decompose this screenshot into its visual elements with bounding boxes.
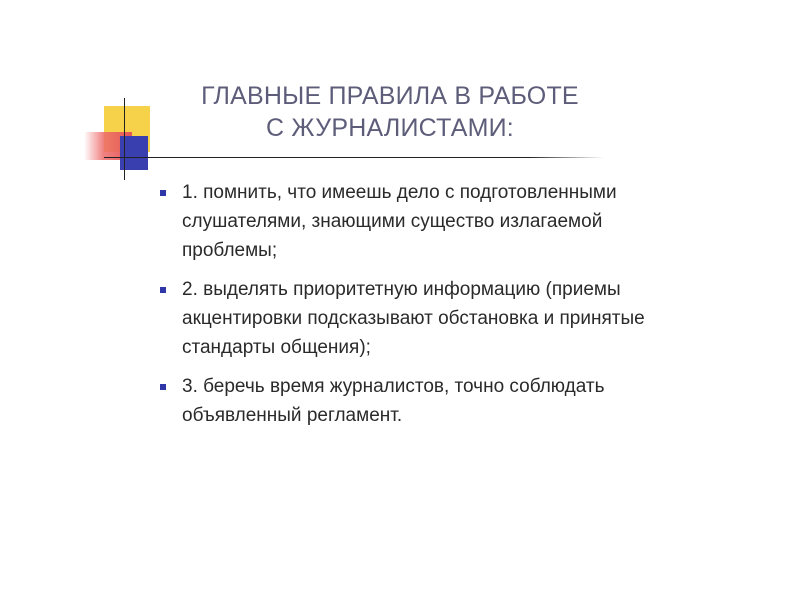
decorative-blocks-ornament [84, 98, 164, 182]
bullet-item [158, 275, 658, 362]
bullet-item [158, 372, 658, 430]
square-bullet-icon [160, 384, 166, 390]
square-bullet-icon [160, 190, 166, 196]
square-bullet-icon [160, 287, 166, 293]
bullet-list [158, 178, 658, 440]
bullet-text: 2. выделять приоритетную информацию (приемы акцентировки подсказывают обстановка и принятые стандарты общения); [182, 279, 645, 358]
bullet-text: 3. беречь время журналистов, точно соблюдать объявленный регламент. [182, 376, 605, 426]
vertical-divider-line [124, 98, 125, 180]
bullet-item [158, 178, 658, 265]
bullet-text: 1. помнить, что имеешь дело с подготовленными слушателями, знающими существо излагаемой проблемы; [182, 182, 617, 261]
slide-title: ГЛАВНЫЕ ПРАВИЛА В РАБОТЕ С ЖУРНАЛИСТАМИ: [201, 82, 579, 142]
title-underline [104, 157, 604, 158]
